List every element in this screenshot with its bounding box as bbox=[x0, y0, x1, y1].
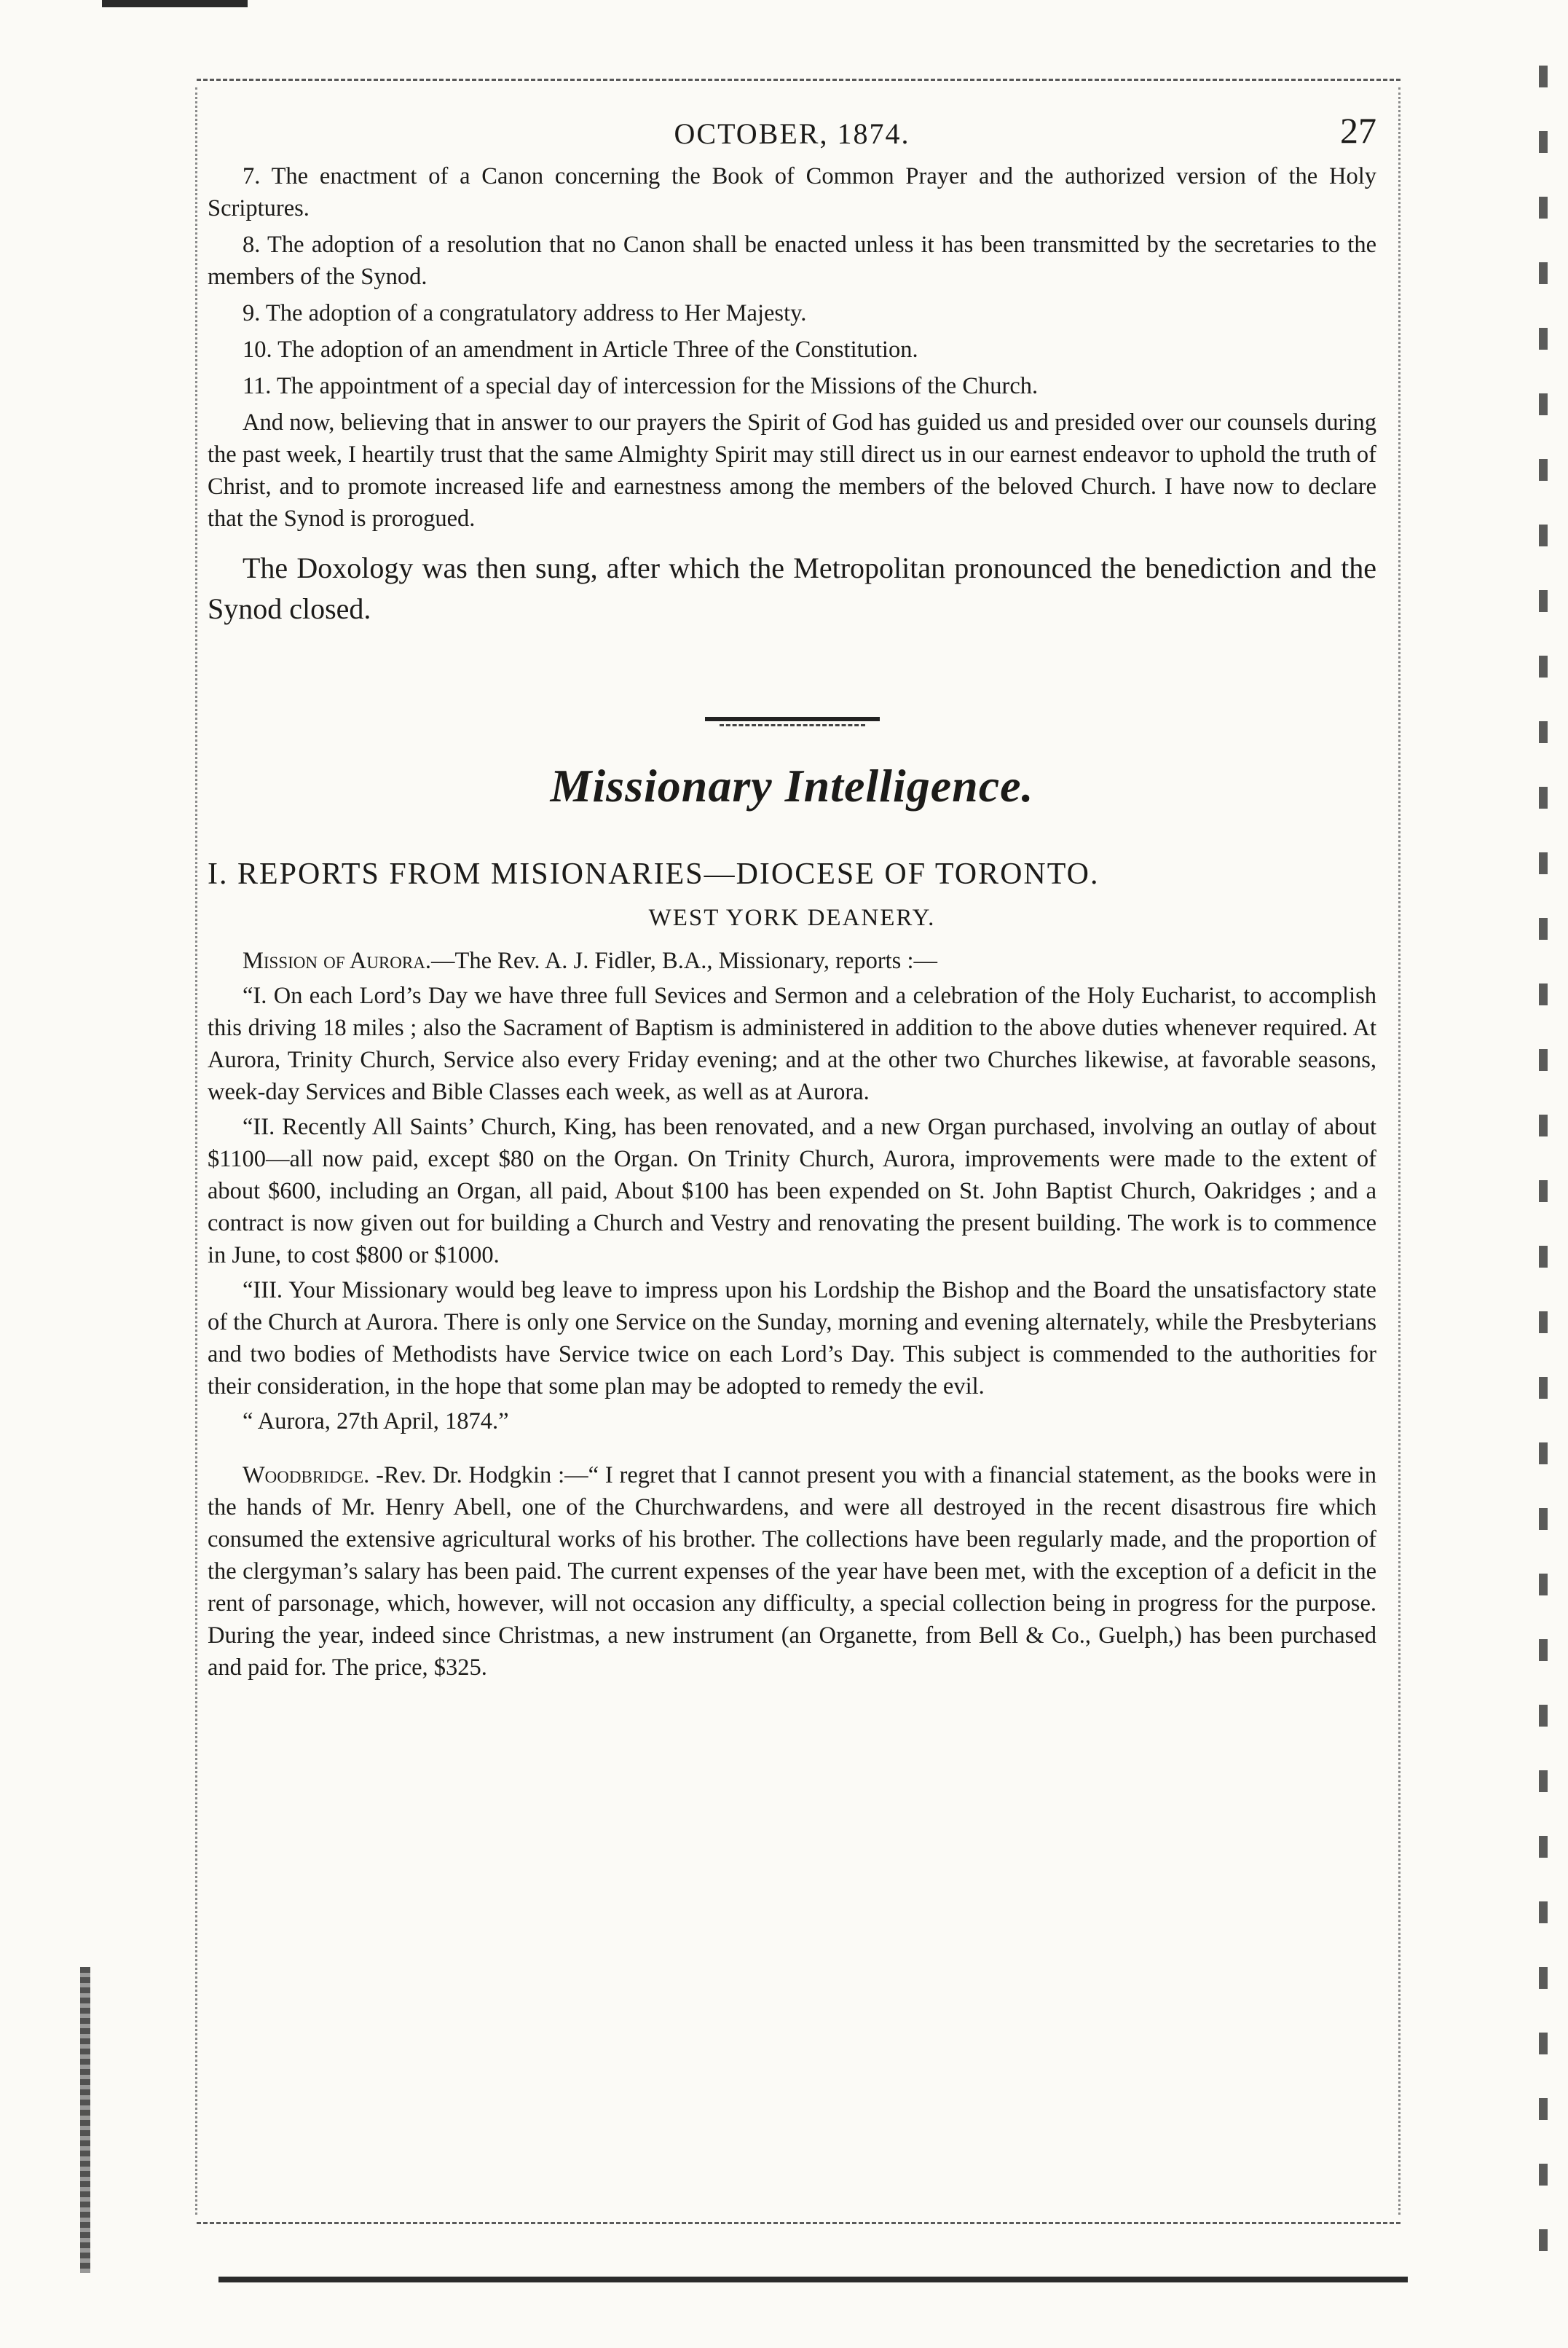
list-item: 11. The appointment of a special day of intercession for the Missions of the Church. bbox=[243, 373, 1039, 399]
bottom-scan-bar bbox=[218, 2277, 1408, 2282]
running-head-title: OCTOBER, 1874. bbox=[674, 117, 910, 150]
list-item: 8. The adoption of a resolution that no Canon shall be enacted unless it has been transmitted by the secretaries to the members of the Synod. bbox=[208, 232, 1376, 290]
page-number: 27 bbox=[1340, 110, 1376, 151]
binding-edge-left bbox=[80, 1967, 90, 2273]
deanery-heading: WEST YORK DEANERY. bbox=[648, 905, 936, 931]
aurora-paragraph-2: “II. Recently All Saints’ Church, King, has been renovated, and a new Organ purchased, involving an outlay of about $1100—all now paid, except $80 on the Organ. On Trinity Church, Aurora, improvements were made to the extent of about $600, including an Organ, all paid, About $100 has been expended on St. John Baptist Church, Oakridges ; and a contract is now given out for building a Church and Vestry and renovating the present building. The work is to commence in June, to cost $800 or $1000. bbox=[208, 1114, 1376, 1268]
right-margin-edge bbox=[1398, 87, 1400, 2215]
list-item: 10. The adoption of an amendment in Article Three of the Constitution. bbox=[243, 337, 918, 363]
section-title: Missionary Intelligence. bbox=[550, 760, 1034, 812]
woodbridge-text: -Rev. Dr. Hodgkin :—“ I regret that I cannot present you with a financial statement, as the books were in the hands of Mr. Henry Abell, one of the Churchwardens, and were all destroyed in the recent disastrous fire which consumed the extensive agricultural works of his brother. The collections have been regularly made, and the proportion of the clergyman’s salary has been paid. The current expenses of the year have been met, with the exception of a deficit in the rent of parsonage, which, however, will not occasion any difficulty, a special collection being in progress for the purpose. During the year, indeed since Christmas, a new instrument (an Organette, from Bell & Co., Guelph,) has been purchased and paid for. The price, $325. bbox=[208, 1462, 1376, 1681]
section-divider bbox=[705, 717, 880, 721]
aurora-intro-text: —The Rev. A. J. Fidler, B.A., Missionary, reports :— bbox=[430, 948, 937, 974]
aurora-paragraph-3: “III. Your Missionary would beg leave to impress upon his Lordship the Bishop and the Board the unsatisfactory state of the Church at Aurora. There is only one Service on the Sunday, morning and evening alternately, while the Presbyterians and two bodies of Methodists have Service twice on each Lord’s Day. This subject is commended to the authorities for their consideration, in the hope that some plan may be adopted to remedy the evil. bbox=[208, 1277, 1376, 1399]
address-close-paragraph: And now, believing that in answer to our prayers the Spirit of God has guided us and presided over our counsels during the past week, I heartily trust that the same Almighty Spirit may still direct us in our earnest endeavor to uphold the truth of Christ, and to promote increased life and earnestness among the members of the beloved Church. I have now to declare that the Synod is prorogued. bbox=[208, 409, 1376, 532]
top-rule bbox=[197, 79, 1400, 81]
bottom-rule bbox=[197, 2222, 1400, 2224]
page bbox=[208, 95, 1376, 1684]
list-item: 9. The adoption of a congratulatory address to Her Majesty. bbox=[243, 300, 807, 326]
aurora-paragraph-1: “I. On each Lord’s Day we have three full Sevices and Sermon and a celebration of the Holy Eucharist, to accomplish this driving 18 miles ; also the Sacrament of Baptism is administered in addition to the above duties whenever required. At Aurora, Trinity Church, Service also every Friday evening; and at the other two Churches likewise, at favorable seasons, week-day Services and Bible Classes each week, as well as at Aurora. bbox=[208, 983, 1376, 1105]
aurora-intro bbox=[208, 945, 1376, 977]
aurora-lead: Mission of Aurora. bbox=[243, 948, 431, 974]
running-head bbox=[208, 95, 1376, 160]
woodbridge-lead: Woodbridge. bbox=[243, 1462, 370, 1488]
left-margin-edge bbox=[195, 87, 197, 2215]
resolution-list bbox=[208, 160, 1376, 402]
closing-paragraph: The Doxology was then sung, after which the Metropolitan pronounced the benediction and the Synod closed. bbox=[208, 551, 1376, 625]
list-item: 7. The enactment of a Canon concerning the Book of Common Prayer and the authorized version of the Holy Scriptures. bbox=[208, 163, 1376, 221]
binding-edge-right bbox=[1539, 66, 1548, 2251]
woodbridge-paragraph bbox=[208, 1459, 1376, 1684]
aurora-report bbox=[208, 980, 1376, 1437]
scan-edge-mark bbox=[102, 0, 248, 7]
aurora-signature: “ Aurora, 27th April, 1874.” bbox=[243, 1408, 509, 1434]
section-heading: I. REPORTS FROM MISIONARIES—DIOCESE OF TORONTO. bbox=[208, 857, 1100, 891]
